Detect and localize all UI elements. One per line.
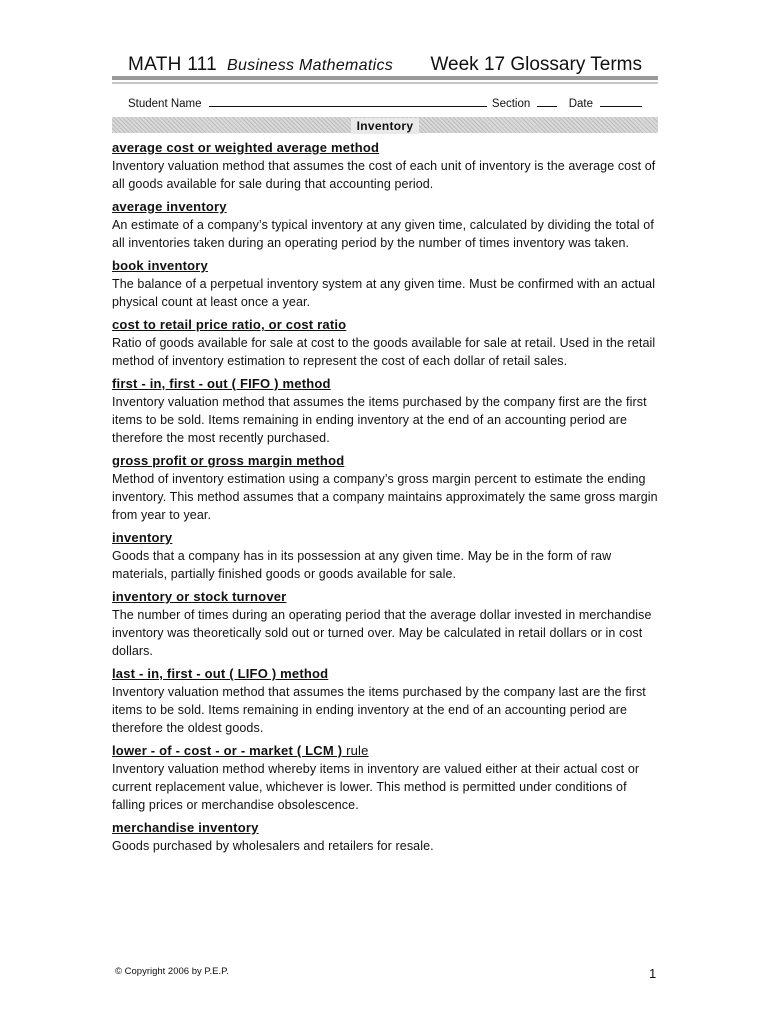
term-definition: Inventory valuation method that assumes the cost of each unit of inventory is the average cost of all goods available for sale during that accounting period.	[112, 159, 656, 191]
glossary-term	[112, 452, 662, 524]
course-subtitle: Business Mathematics	[226, 57, 394, 74]
glossary-term	[112, 588, 662, 660]
glossary-term	[112, 139, 662, 193]
date-label: Date	[568, 98, 593, 110]
term-title: merchandise inventory	[112, 820, 259, 835]
week-title: Week 17 Glossary Terms	[430, 54, 642, 75]
course-heading	[128, 54, 393, 76]
glossary-term	[112, 665, 662, 737]
student-info-line	[128, 97, 648, 110]
glossary-term	[112, 529, 662, 583]
glossary-term	[112, 819, 662, 855]
student-name-blank	[209, 97, 487, 107]
term-definition: The balance of a perpetual inventory system at any given time. Must be confirmed with an actual physical count at least once a year.	[112, 277, 656, 309]
glossary-list	[112, 139, 662, 860]
course-code: MATH 111	[128, 54, 217, 75]
page-header	[112, 50, 658, 80]
term-title: inventory	[112, 530, 173, 545]
term-definition: Goods purchased by wholesalers and retailers for resale.	[112, 839, 434, 853]
section-label: Section	[491, 98, 531, 110]
glossary-term	[112, 742, 662, 814]
date-blank	[600, 97, 642, 107]
section-band	[112, 117, 658, 133]
glossary-term	[112, 257, 662, 311]
term-definition: Method of inventory estimation using a company’s gross margin percent to estimate the ending inventory. This method assumes that a company maintains approximately the same gross margin from year to year.	[112, 472, 658, 522]
term-definition: Inventory valuation method whereby items in inventory are valued either at their actual cost or current replacement value, whichever is lower. This method is permitted under conditions of falling prices or merchandise obsolescence.	[112, 762, 640, 812]
term-title: book inventory	[112, 258, 208, 273]
term-title: inventory or stock turnover	[112, 589, 287, 604]
glossary-term	[112, 375, 662, 447]
term-definition: Goods that a company has in its possession at any given time. May be in the form of raw materials, partially finished goods or goods available for sale.	[112, 549, 612, 581]
glossary-term	[112, 316, 662, 370]
term-title: first - in, first - out ( FIFO ) method	[112, 376, 331, 391]
section-blank	[537, 97, 557, 107]
term-definition: An estimate of a company’s typical inventory at any given time, calculated by dividing the total of all inventories taken during an operating period by the number of times inventory was taken.	[112, 218, 654, 250]
term-definition: Inventory valuation method that assumes the items purchased by the company first are the first items to be sold. Items remaining in ending inventory at the end of an accounting period are therefore the most recently purchased.	[112, 395, 647, 445]
page-number: 1	[649, 966, 657, 981]
term-title: cost to retail price ratio, or cost ratio	[112, 317, 347, 332]
term-title: average inventory	[112, 199, 227, 214]
section-title: Inventory	[351, 118, 420, 134]
term-title: lower - of - cost - or - market ( LCM ) rule	[112, 743, 369, 758]
term-definition: Inventory valuation method that assumes the items purchased by the company last are the first items to be sold. Items remaining in ending inventory at the end of an accounting period are therefore the oldest goods.	[112, 685, 646, 735]
glossary-term	[112, 198, 662, 252]
term-title: gross profit or gross margin method	[112, 453, 345, 468]
term-title: average cost or weighted average method	[112, 140, 380, 155]
term-definition: The number of times during an operating period that the average dollar invested in merchandise inventory was theoretically sold out or turned over. May be calculated in retail dollars or in cost dollars.	[112, 608, 652, 658]
term-definition: Ratio of goods available for sale at cost to the goods available for sale at retail. Used in the retail method of inventory estimation to represent the cost of each dollar of retail sales.	[112, 336, 656, 368]
copyright-notice: © Copyright 2006 by P.E.P.	[115, 966, 229, 977]
term-title-suffix: rule	[342, 743, 369, 758]
term-title: last - in, first - out ( LIFO ) method	[112, 666, 329, 681]
student-name-label: Student Name	[128, 98, 202, 110]
